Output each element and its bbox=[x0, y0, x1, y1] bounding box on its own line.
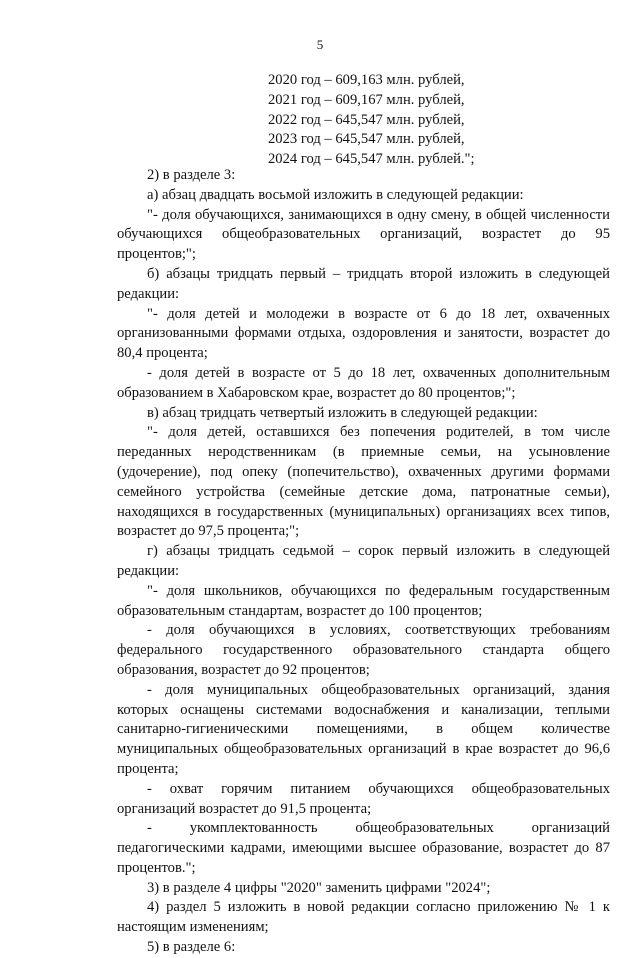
paragraph-hot-meals: - охват горячим питанием обучающихся общеобразовательных организаций возрастет до 91,5 процента; bbox=[117, 780, 610, 817]
paragraph-item-a: а) абзац двадцать восьмой изложить в следующей редакции: bbox=[147, 186, 524, 203]
budget-line-2020: 2020 год – 609,163 млн. рублей, bbox=[268, 72, 465, 88]
paragraph-single-shift-share: "- доля обучающихся, занимающихся в одну смену, в общей численности обучающихся общеобразовательных организаций, возрастет до 95 процентов;"; bbox=[117, 206, 610, 263]
paragraph-recreation-share: "- доля детей и молодежи в возрасте от 6 до 18 лет, охваченных организованными формами отдыха, оздоровления и занятости, возрастет до 80,4 процента; bbox=[117, 305, 610, 362]
paragraph-orphans-share: "- доля детей, оставшихся без попечения родителей, в том числе переданных неродственникам (в приемные семьи, на усыновление (удочерение), под опеку (попечительство), охваченных другими формами семейного устройства (семейные детские дома, патронатные семьи), находящихся в государственных (муниципальных) организациях всех типов, возрастет до 97,5 процента;"; bbox=[117, 424, 610, 540]
paragraph-section-3: 2) в разделе 3: bbox=[147, 167, 236, 183]
budget-line-2024: 2024 год – 645,547 млн. рублей."; bbox=[268, 151, 475, 168]
paragraph-section-4: 3) в разделе 4 цифры "2020" заменить цифрами "2024"; bbox=[147, 879, 491, 896]
paragraph-item-b: б) абзацы тридцать первый – тридцать второй изложить в следующей редакции: bbox=[117, 265, 610, 302]
document-body bbox=[117, 166, 610, 958]
budget-list bbox=[268, 71, 475, 170]
paragraph-item-g: г) абзацы тридцать седьмой – сорок первый изложить в следующей редакции: bbox=[117, 543, 610, 579]
paragraph-fgos-share: "- доля школьников, обучающихся по федеральным государственным образовательным стандартам, возрастет до 100 процентов; bbox=[117, 582, 610, 619]
paragraph-section-5: 4) раздел 5 изложить в новой редакции согласно приложению № 1 к настоящим изменениям; bbox=[117, 899, 610, 936]
budget-line-2022: 2022 год – 645,547 млн. рублей, bbox=[268, 111, 465, 128]
page-number: 5 bbox=[316, 37, 324, 52]
budget-line-2023: 2023 год – 645,547 млн. рублей, bbox=[268, 131, 465, 148]
budget-line-2021: 2021 год – 609,167 млн. рублей, bbox=[268, 91, 465, 108]
paragraph-section-6: 5) в разделе 6: bbox=[147, 939, 236, 956]
paragraph-additional-education-share: - доля детей в возрасте от 5 до 18 лет, охваченных дополнительным образованием в Хабаровском крае, возрастет до 80 процентов;"; bbox=[117, 364, 610, 401]
paragraph-conditions-share: - доля обучающихся в условиях, соответствующих требованиям федерального государственного образовательного стандарта общего образования, возрастет до 92 процентов; bbox=[117, 622, 610, 678]
paragraph-item-v: в) абзац тридцать четвертый изложить в следующей редакции: bbox=[147, 404, 538, 421]
paragraph-teachers-staffing: - укомплектованность общеобразовательных организаций педагогическими кадрами, имеющими высшее образование, возрастет до 87 процентов."; bbox=[117, 820, 610, 876]
paragraph-buildings-share: - доля муниципальных общеобразовательных организаций, здания которых оснащены системами водоснабжения и канализации, теплыми санитарно-гигиеническими помещениями, в общем количестве муниципальных общеобразовательных организаций в крае возрастет до 96,6 процента; bbox=[117, 681, 610, 777]
